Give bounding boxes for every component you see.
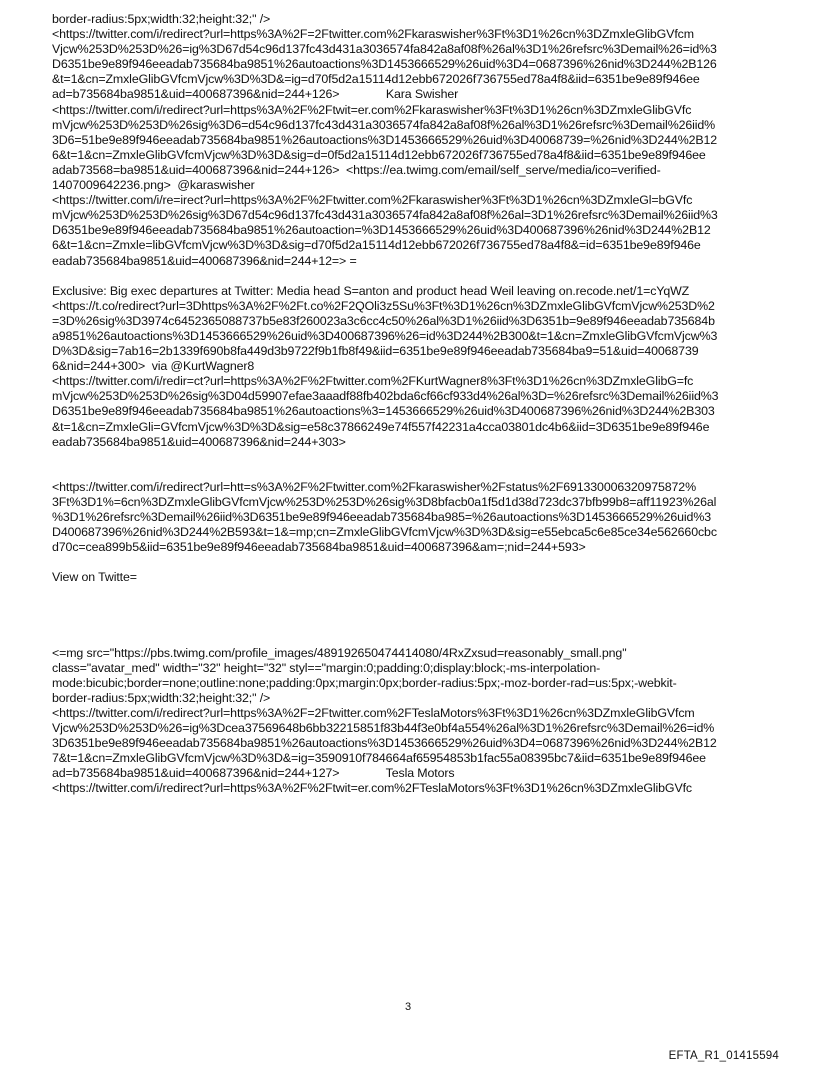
text-block-status-link [52,480,772,555]
text-line: border-radius:5px;width:32;height:32;" /> [52,12,271,26]
text-block-view-on-twitter [52,570,772,585]
text-line: ad=b735684ba9851&uid=400687396&nid=244+127> Tesla Motors [52,766,455,781]
text-line: D6351be9e89f946eeadab735684ba9851%26autoaction=%3D1453666529%26uid%3D400687396%26nid%3D244%2B12 [52,223,711,238]
text-line: D400687396%26nid%3D244%2B593&t=1&=mp;cn=ZmxleGlibGVfcmVjcw%3D%3D&sig=e55ebca5c6e85ce34e562660cbc [52,525,717,540]
text-line: 3Ft%3D1%=6cn%3DZmxleGlibGVfcmVjcw%253D%253D%26sig%3D8bfacb0a1f5d1d38d723dc37bfb99b8=aff11923%26al [52,495,717,509]
text-line: Exclusive: Big exec departures at Twitter: Media head S=anton and product head Weil leaving on.recode.net/1=cYqWZ [52,283,690,298]
blank-line [52,586,772,646]
text-line: <https://twitter.com/i/re=irect?url=https%3A%2F%2Ftwitter.com%2Fkaraswisher%3Ft%3D1%26cn%3DZmxleGl=bGVfc [52,193,693,208]
text-line: View on Twitte= [52,570,137,585]
text-line: =3D%26sig%3D3974c6452365088737b5e83f260023a3c6cc4c50%26al%3D1%26iid%3D6351b=9e89f946eeadab735684b [52,313,715,328]
text-line: border-radius:5px;width:32;height:32;" /> [52,690,271,705]
blank-line [52,450,772,480]
text-line: D6351be9e89f946eeadab735684ba9851%26autoactions%3=1453666529%26uid%3D400687396%26nid%3D244%2B303 [52,404,715,419]
document-page [52,12,772,797]
text-line: <=mg src="https://pbs.twimg.com/profile_images/489192650474414080/4RxZxsud=reasonably_small.png" [52,645,627,660]
text-block-tesla-motors [52,646,772,797]
text-line: mVjcw%253D%253D%26sig%3D6=d54c96d137fc43d431a3036574fa842a8af08f%26al%3D1%26refsrc%3Demail%26iid% [52,117,716,132]
text-line: ad=b735684ba9851&uid=400687396&nid=244+126> Kara Swisher [52,87,459,102]
text-line: 6&t=1&cn=Zmxle=libGVfcmVjcw%3D%3D&sig=d70f5d2a15114d12ebb672026f736755ed78a4f8&=id=6351be9e89f946e [52,238,701,253]
text-line: mVjcw%253D%253D%26sig%3D67d54c96d137fc43d431a3036574fa842a8af08f%26al=3D1%26refsrc%3Demail%26iid%3 [52,208,718,223]
text-line: <https://twitter.com/i/redir=ct?url=https%3A%2F%2Ftwitter.com%2FKurtWagner8%3Ft%3D1%26cn%3DZmxleGlibG=fc [52,374,694,389]
text-line: Vjcw%253D%253D%26=ig%3D67d54c96d137fc43d431a3036574fa842a8af08f%26al%3D1%26refsrc%3Demail%26=id%3 [52,42,717,57]
text-line: &t=1&cn=ZmxleGli=GVfcmVjcw%3D%3D&sig=e58c37866249e74f557f42231a4cca03801dc4b6&iid=3D6351be9e89f946e [52,419,710,434]
text-line: class="avatar_med" width="32" height="32" styl=="margin:0;padding:0;display:block;-ms-interpolation- [52,660,601,675]
text-line: eadab735684ba9851&uid=400687396&nid=244+12=> = [52,253,357,268]
text-line: <https://twitter.com/i/redirect?url=https%3A%2F=2Ftwitter.com%2FTeslaMotors%3Ft%3D1%26cn%3DZmxleGlibGVfcm [52,705,695,720]
text-line: eadab735684ba9851&uid=400687396&nid=244+303> [52,434,346,449]
text-line: d70c=cea899b5&iid=6351be9e89f946eeadab735684ba9851&uid=400687396&am=;nid=244+593> [52,540,586,555]
blank-line [52,269,772,284]
bates-number: EFTA_R1_01415594 [668,1050,779,1062]
text-line: 7&t=1&cn=ZmxleGlibGVfcmVjcw%3D%3D&=ig=3590910f784664af65954853b1fac55a08395bc7&iid=6351be9e89f946ee [52,751,706,766]
text-line: 6&t=1&cn=ZmxleGlibGVfcmVjcw%3D%3D&sig=d=0f5d2a15114d12ebb672026f736755ed78a4f8&iid=6351be9e89f946ee [52,147,706,162]
text-line: 3D6=51be9e89f946eeadab735684ba9851%26autoactions%3D1453666529%26uid%3D40068739=%26nid%3D244%2B12 [52,132,718,147]
text-line: %3D1%26refsrc%3Demail%26iid%3D6351be9e89f946eeadab735684ba985=%26autoactions%3D1453666529%26uid%3 [52,510,711,525]
text-line: <https://t.co/redirect?url=3Dhttps%3A%2F%2Ft.co%2F2QOli3z5Su%3Ft%3D1%26cn%3DZmxleGlibGVfcmVjcw%253D%2 [52,298,715,313]
text-line: 3D6351be9e89f946eeadab735684ba9851%26autoactions%3D1453666529%26uid%3D4=0687396%26nid%3D244%2B12 [52,736,717,751]
text-line: <https://twitter.com/i/redirect?url=https%3A%2F%2Ftwit=er.com%2Fkaraswisher%3Ft%3D1%26cn%3DZmxleGlibGVfc [52,102,692,117]
text-line: 6&nid=244+300> via @KurtWagner8 [52,359,255,374]
text-line: adab73568=ba9851&uid=400687396&nid=244+126> <https://ea.twimg.com/email/self_serve/media/ico=verified- [52,162,661,177]
text-line: mode:bicubic;border=none;outline:none;padding:0px;margin:0px;border-radius:5px;-moz-border-rad=us:5px;-webkit- [52,675,677,690]
text-line: <https://twitter.com/i/redirect?url=https%3A%2F%2Ftwit=er.com%2FTeslaMotors%3Ft%3D1%26cn%3DZmxleGlibGVfc [52,781,692,796]
text-line: mVjcw%253D%253D%26sig%3D04d59907efae3aaadf88fb402bda6cf66cf933d4%26al%3D=%26refsrc%3Demail%26iid%3 [52,389,719,404]
text-line: D6351be9e89f946eeadab735684ba9851%26autoactions%3D1453666529%26uid%3D4=0687396%26nid%3D244%2B126 [52,57,717,72]
blank-line [52,555,772,570]
text-block-kara-swisher [52,12,772,269]
text-line: a9851%26autoactions%3D1453666529%26uid%3D400687396%26=id%3D244%2B300&t=1&cn=ZmxleGlibGVfcmVjcw%3 [52,328,718,343]
text-line: Vjcw%253D%253D%26=ig%3Dcea37569648b6bb32215851f83b44f3e0bf4a554%26al%3D1%26refsrc%3Demail%26=id% [52,721,715,736]
text-line: 1407009642236.png> @karaswisher [52,178,255,193]
text-block-exclusive-tweet [52,284,772,450]
page-number: 3 [404,1001,412,1013]
text-line: D%3D&sig=7ab16=2b1339f690b8fa449d3b9722f9b1fb8f49&iid=6351be9e89f946eeadab735684ba9=51&uid=40068739 [52,344,699,359]
text-line: &t=1&cn=ZmxleGlibGVfcmVjcw%3D%3D&=ig=d70f5d2a15114d12ebb672026f736755ed78a4f8&iid=6351be9e89f946ee [52,72,700,87]
text-line: <https://twitter.com/i/redirect?url=https%3A%2F=2Ftwitter.com%2Fkaraswisher%3Ft%3D1%26cn%3DZmxleGlibGVfcm [52,27,694,42]
text-line: <https://twitter.com/i/redirect?url=htt=s%3A%2F%2Ftwitter.com%2Fkaraswisher%2Fstatus%2F691330006320975872% [52,479,696,494]
